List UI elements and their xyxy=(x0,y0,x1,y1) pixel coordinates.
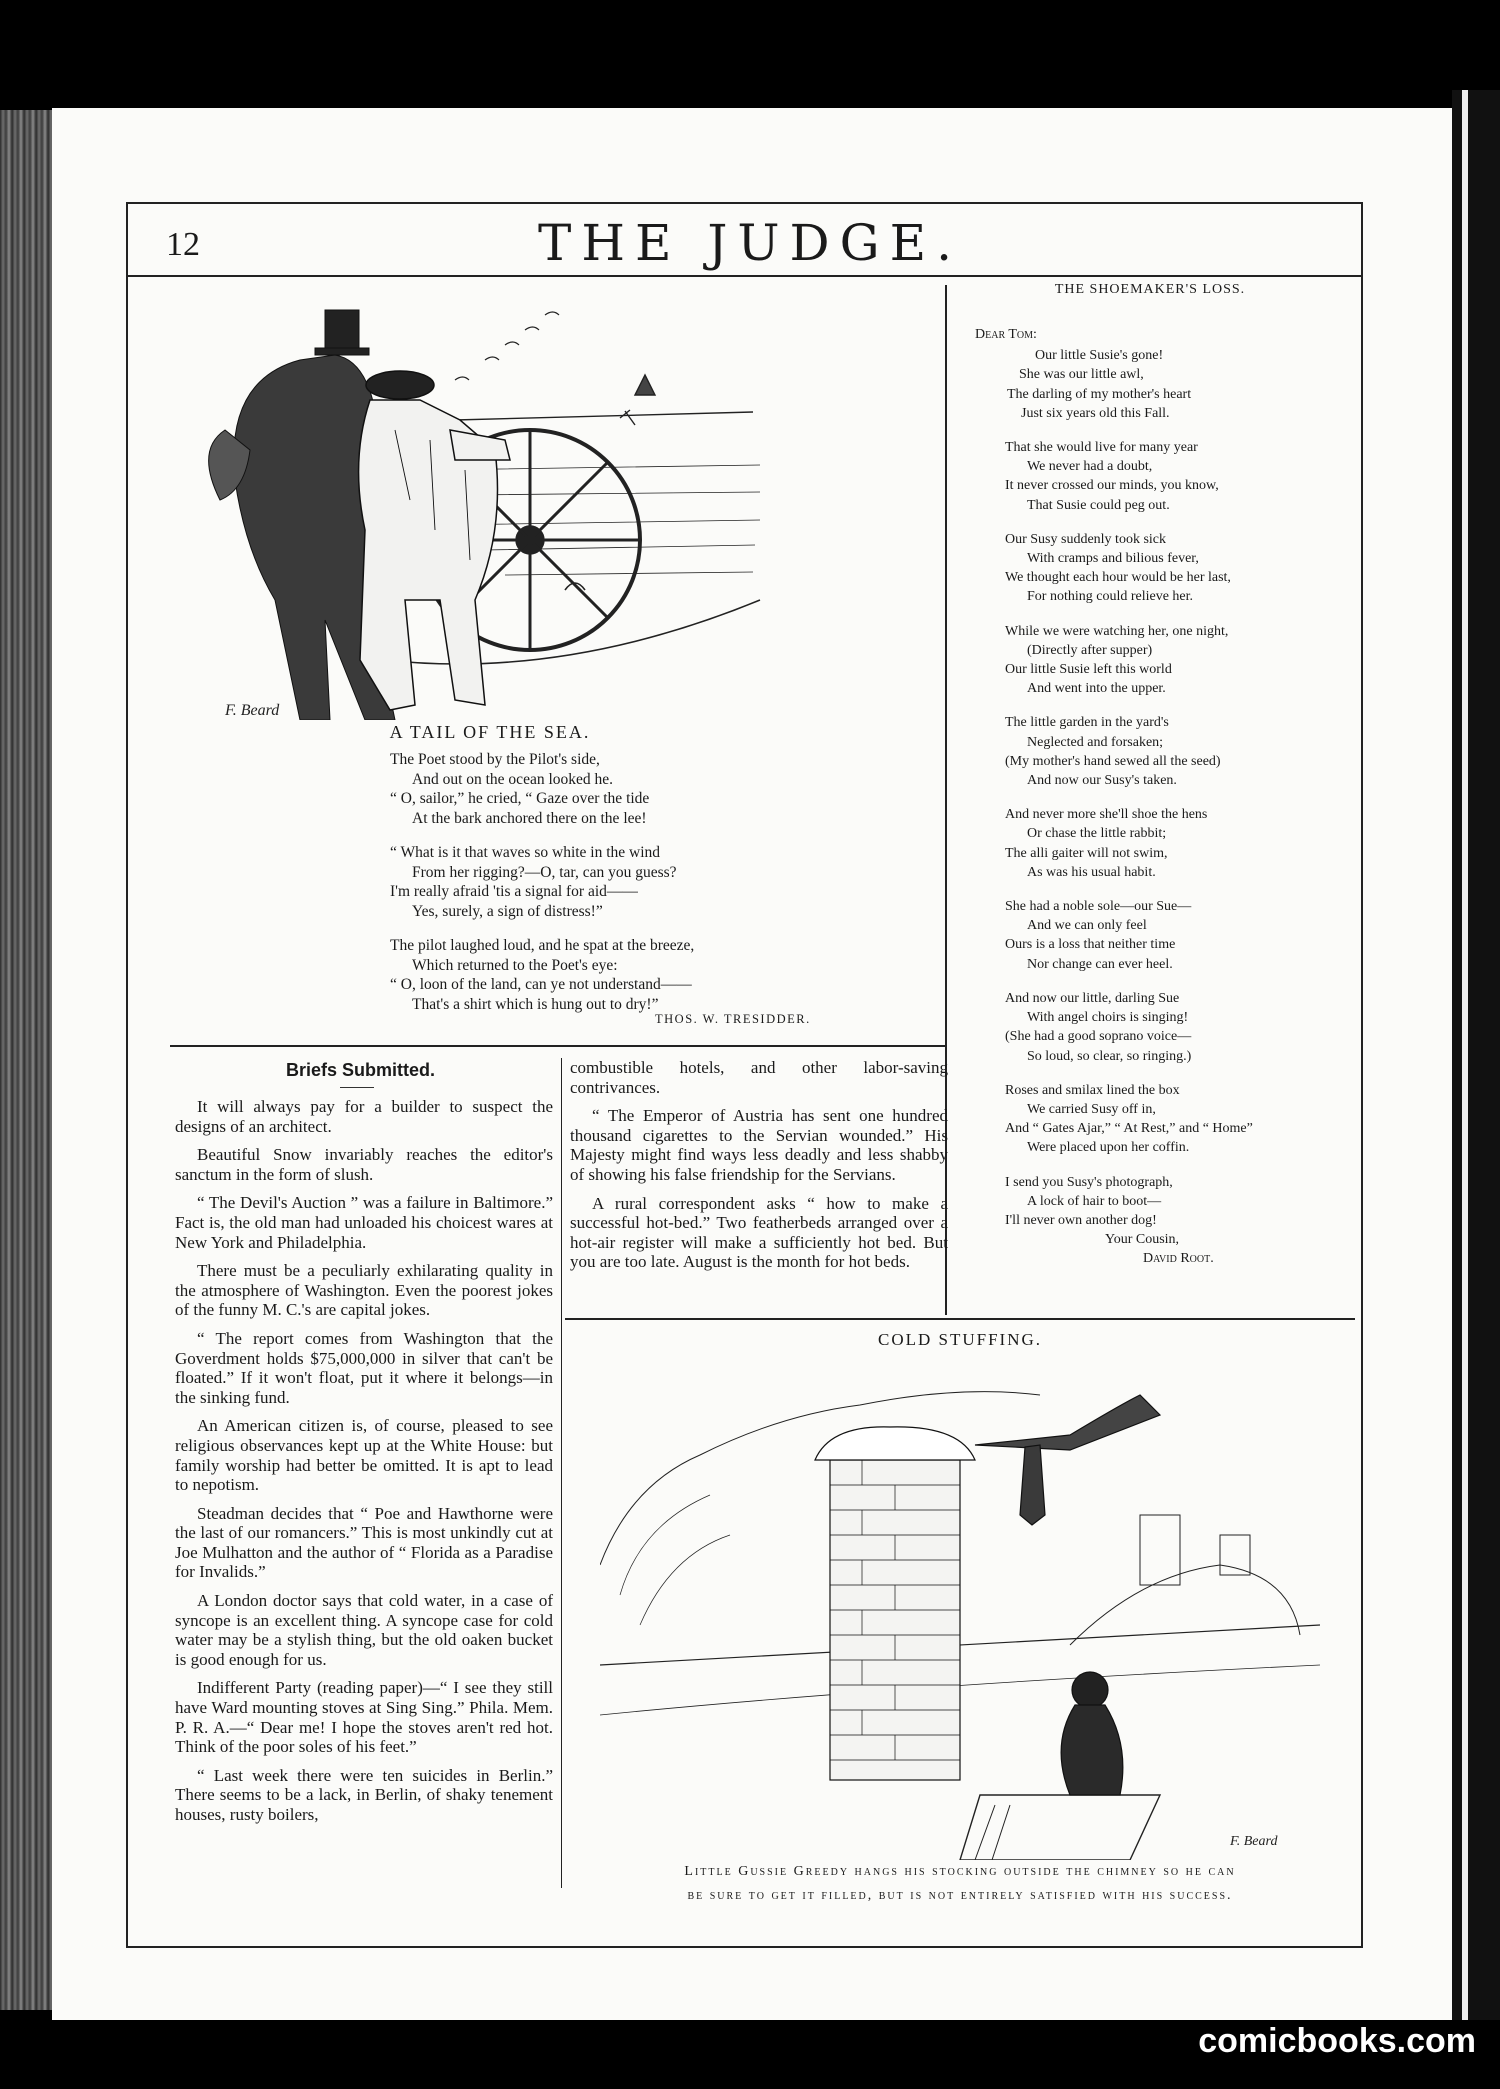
briefs-column-1 xyxy=(175,1097,553,1834)
column-divider xyxy=(561,1058,562,1888)
poem-line: Your Cousin, xyxy=(1105,1232,1180,1248)
poem-line: Our little Susie left this world xyxy=(1005,662,1172,678)
shoemaker-stanza xyxy=(975,622,1355,699)
artist-signature: F. Beard xyxy=(225,702,280,719)
poem-line: She was our little awl, xyxy=(1019,367,1144,383)
brief-paragraph: A rural correspondent asks “ how to make a successful hot-bed.” Two featherbeds arranged over a hot-air register will make a sufficiently hot bed. But you are too late. August is the month for hot beds. xyxy=(570,1193,948,1272)
next-page-edge xyxy=(1452,90,1500,2020)
shoemaker-stanza xyxy=(975,713,1355,790)
poem-line: Which returned to the Poet's eye: xyxy=(412,956,618,974)
poem-line: With cramps and bilious fever, xyxy=(1027,551,1199,567)
poem-line: “ O, sailor,” he cried, “ Gaze over the tide xyxy=(390,790,650,807)
shoemaker-stanza xyxy=(975,805,1355,882)
brief-paragraph: A London doctor says that cold water, in a case of syncope is an excellent thing. A syncope case for cold water may be a stylish thing, but the old oaken bucket is good enough for us. xyxy=(175,1591,553,1669)
masthead-rule xyxy=(126,275,1361,277)
poem-line: The darling of my mother's heart xyxy=(1007,386,1192,402)
shoemaker-stanza xyxy=(975,989,1355,1066)
poem-line: She had a noble sole—our Sue— xyxy=(1005,899,1192,915)
artist-signature: F. Beard xyxy=(1230,1834,1278,1849)
poem-line: I'll never own another dog! xyxy=(1005,1212,1157,1228)
poem-line: And “ Gates Ajar,” “ At Rest,” and “ Home” xyxy=(1005,1121,1253,1137)
cold-stuffing-caption xyxy=(570,1860,1350,1908)
section-rule xyxy=(565,1318,1355,1320)
poem-line: We thought each hour would be her last, xyxy=(1005,570,1231,586)
shoemaker-stanza xyxy=(975,1081,1355,1158)
brief-paragraph: “ The Emperor of Austria has sent one hundred thousand cigarettes to the Servian wounded.” His Majesty might find ways less deadly and less shabby of showing his false friendship for the Servians. xyxy=(570,1106,948,1184)
cold-stuffing-title: COLD STUFFING. xyxy=(877,1330,1043,1349)
shoemaker-title: THE SHOEMAKER'S LOSS. xyxy=(1054,282,1246,297)
caption-line: Little Gussie Greedy hangs his stocking outside the chimney so he can xyxy=(684,1864,1236,1879)
poem-line: Or chase the little rabbit; xyxy=(1027,826,1167,842)
poem-line: We never had a doubt, xyxy=(1027,459,1153,475)
poem-line: So loud, so clear, so ringing.) xyxy=(1027,1048,1192,1064)
poem-line: We carried Susy off in, xyxy=(1027,1101,1156,1117)
poem-line: Yes, surely, a sign of distress!” xyxy=(412,902,603,920)
poem-line: As was his usual habit. xyxy=(1027,864,1156,880)
shoemaker-stanza xyxy=(975,897,1355,974)
brief-paragraph: Indifferent Party (reading paper)—“ I see they still have Ward mounting stoves at Sing Sing.” Phila. Mem. P. R. A.—“ Dear me! I hope the stoves aren't red hot. Think of the poor soles of his feet.” xyxy=(175,1678,553,1757)
masthead: THE JUDGE. xyxy=(538,214,962,272)
brief-paragraph: “ The report comes from Washington that the Goverdment holds $75,000,000 in silver that can't be floated.” If it won't float, put it where it belongs—in the sinking fund. xyxy=(175,1328,553,1407)
poem-line: The pilot laughed loud, and he spat at the breeze, xyxy=(390,937,695,954)
caption-line: be sure to get it filled, but is not entirely satisfied with his success. xyxy=(687,1888,1233,1903)
brief-paragraph: It will always pay for a builder to suspect the designs of an architect. xyxy=(175,1097,553,1136)
poet-and-pilot-illustration xyxy=(205,300,765,720)
poem-line: (My mother's hand sewed all the seed) xyxy=(1005,753,1221,769)
brief-paragraph: “ The Devil's Auction ” was a failure in Baltimore.” Fact is, the old man had unloaded his choicest wares at New York and Philadelphia. xyxy=(175,1193,553,1252)
poem-line: “ What is it that waves so white in the wind xyxy=(390,844,661,861)
briefs-column-2 xyxy=(570,1058,948,1281)
poem-line: (She had a good soprano voice— xyxy=(1005,1029,1192,1045)
tail-stanza xyxy=(390,936,790,1014)
tail-stanza xyxy=(390,750,790,828)
poem-line: Our little Susie's gone! xyxy=(1035,348,1164,364)
poem-line: The Poet stood by the Pilot's side, xyxy=(390,751,600,768)
shoemaker-stanza xyxy=(975,438,1355,515)
poem-line: And never more she'll shoe the hens xyxy=(1005,807,1208,823)
brief-paragraph: Beautiful Snow invariably reaches the editor's sanctum in the form of slush. xyxy=(175,1145,553,1184)
shoemaker-stanza xyxy=(975,1173,1355,1250)
shoemaker-stanza xyxy=(975,530,1355,607)
salutation: Dear Tom: xyxy=(975,327,1037,342)
section-rule xyxy=(170,1045,945,1047)
poem-line: I send you Susy's photograph, xyxy=(1005,1174,1173,1190)
poem-line: I'm really afraid 'tis a signal for aid—— xyxy=(390,883,638,900)
tail-poem xyxy=(390,750,790,1029)
poem-line: With angel choirs is singing! xyxy=(1027,1010,1189,1026)
poem-line: Roses and smilax lined the box xyxy=(1005,1082,1180,1098)
poem-line: (Directly after supper) xyxy=(1027,642,1153,658)
tail-author: THOS. W. TRESIDDER. xyxy=(655,1012,811,1026)
poem-line: The little garden in the yard's xyxy=(1005,715,1169,731)
poem-line: And we can only feel xyxy=(1027,918,1147,934)
brief-paragraph: combustible hotels, and other labor-saving contrivances. xyxy=(570,1058,948,1097)
shoemaker-signature: David Root. xyxy=(1143,1251,1214,1267)
poem-line: That's a shirt which is hung out to dry!” xyxy=(412,995,659,1013)
poem-line: Were placed upon her coffin. xyxy=(1027,1140,1190,1156)
book-binding xyxy=(0,110,52,2010)
poem-line: Our Susy suddenly took sick xyxy=(1005,531,1166,547)
brief-paragraph: An American citizen is, of course, pleased to see religious observances kept up at the White House: but family worship had better be omitted. It is apt to lead to nepotism. xyxy=(175,1416,553,1495)
briefs-title: Briefs Submitted. xyxy=(286,1060,436,1080)
poem-line: And now our Susy's taken. xyxy=(1027,773,1177,789)
poem-line: From her rigging?—O, tar, can you guess? xyxy=(412,863,677,881)
watermark: comicbooks.com xyxy=(1198,2022,1476,2060)
poem-line: And went into the upper. xyxy=(1027,681,1166,697)
poem-line: A lock of hair to boot— xyxy=(1027,1193,1162,1209)
poem-line: For nothing could relieve her. xyxy=(1027,589,1194,605)
poem-line: It never crossed our minds, you know, xyxy=(1005,478,1219,494)
poem-line: And out on the ocean looked he. xyxy=(412,770,614,788)
shoemaker-poem xyxy=(975,325,1355,1269)
poem-line: Ours is a loss that neither time xyxy=(1005,937,1176,953)
tail-title: A TAIL OF THE SEA. xyxy=(389,722,591,742)
poem-line: That Susie could peg out. xyxy=(1027,497,1170,513)
poem-line: The alli gaiter will not swim, xyxy=(1005,845,1168,861)
poem-line: While we were watching her, one night, xyxy=(1005,623,1229,639)
poem-line: Just six years old this Fall. xyxy=(1021,405,1170,421)
briefs-title-rule xyxy=(340,1087,374,1088)
poem-line: Neglected and forsaken; xyxy=(1027,734,1164,750)
shoemaker-stanza xyxy=(975,346,1355,423)
brief-paragraph: There must be a peculiarly exhilarating quality in the atmosphere of Washington. Even the poorest jokes of the funny M. C.'s are capital jokes. xyxy=(175,1261,553,1320)
brief-paragraph: “ Last week there were ten suicides in Berlin.” There seems to be a lack, in Berlin, of shaky tenement houses, rusty boilers, xyxy=(175,1765,553,1824)
page-number: 12 xyxy=(166,226,200,263)
poem-line: And now our little, darling Sue xyxy=(1005,990,1180,1006)
poem-line: “ O, loon of the land, can ye not understand—— xyxy=(390,976,692,993)
poem-line: Nor change can ever heel. xyxy=(1027,956,1173,972)
poem-line: At the bark anchored there on the lee! xyxy=(412,809,647,827)
chimney-stocking-illustration xyxy=(600,1365,1320,1860)
tail-stanza xyxy=(390,843,790,921)
brief-paragraph: Steadman decides that “ Poe and Hawthorne were the last of our romancers.” This is most unkindly cut at Joe Mulhatton and the author of “ Florida as a Paradise for Invalids.” xyxy=(175,1503,553,1582)
poem-line: That she would live for many year xyxy=(1005,440,1198,456)
